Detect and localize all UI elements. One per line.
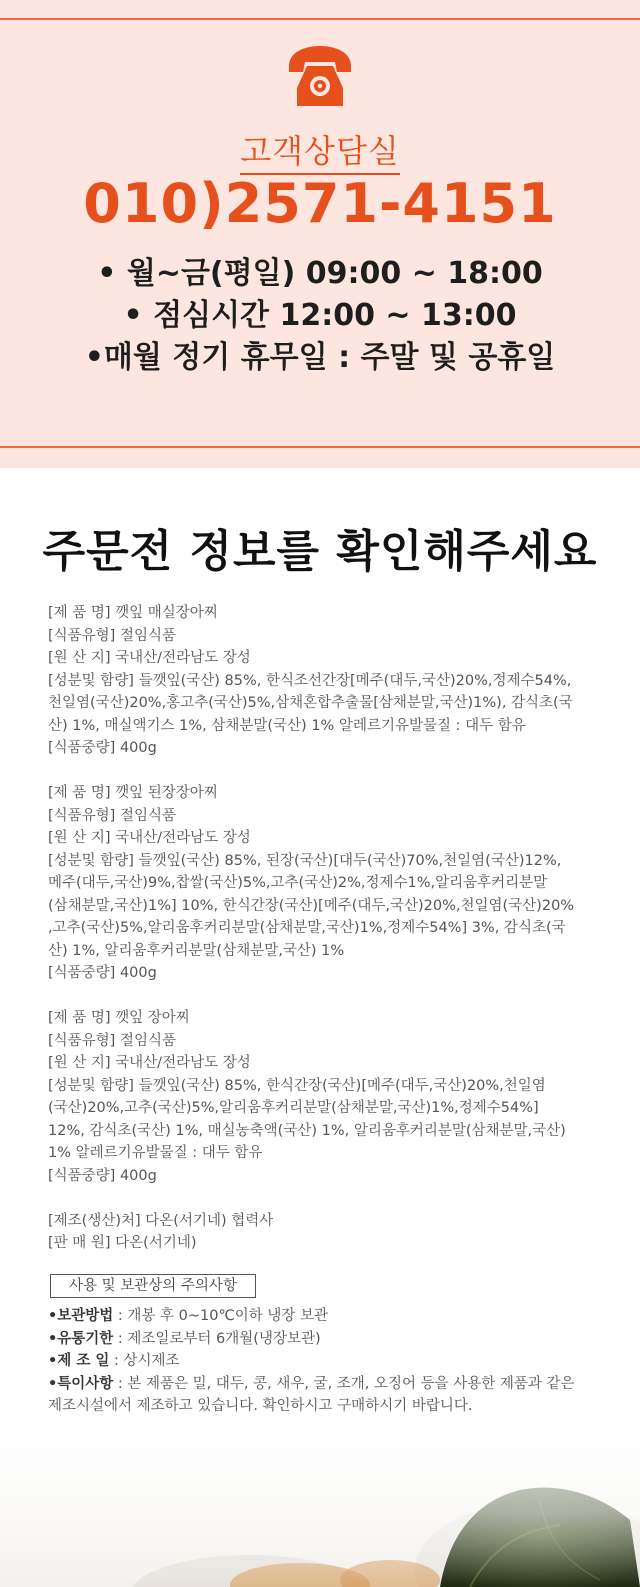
info-line: 산) 1%, 매실액기스 1%, 삼채분말(국산) 1% 알레르기유발물질 : 대두 함유	[48, 717, 526, 734]
caution-notes-continued: 제조시설에서 제조하고 있습니다. 확인하시고 구매하시기 바랍니다.	[48, 1398, 473, 1414]
info-line: [원 산 지] 국내산/전라남도 장성	[48, 650, 251, 666]
manufacturer-line: [제조(생산)처] 다온(서기네) 협력사	[48, 1212, 274, 1229]
info-line: [식품중량] 400g	[48, 740, 157, 756]
caution-label: •특이사항	[48, 1375, 114, 1392]
info-line: [제 품 명] 깻잎 장아찌	[48, 1010, 190, 1026]
info-line: [성분및 함량] 들깻잎(국산) 85%, 한식간장(국산)[메주(대두,국산)20%,천일염	[48, 1077, 546, 1094]
product-info	[48, 602, 608, 1255]
info-line: 산) 1%, 알리움후커리분말(삼채분말,국산) 1%	[48, 942, 345, 959]
info-line: [식품유형] 절임식품	[48, 1032, 176, 1049]
info-line: 메주(대두,국산)9%,찹쌀(국산)5%,고추(국산)2%,정제수1%,알리움후커리분말	[48, 875, 548, 891]
info-line: (삼채분말,국산)1%] 10%, 한식간장(국산)[메주(대두,국산)20%,천일염(국산)20%	[48, 897, 575, 914]
caution-label: •유통기한	[48, 1330, 114, 1347]
product-block-2	[48, 782, 608, 985]
caution-notes	[48, 1373, 608, 1396]
pickled-perilla-photo	[0, 1420, 640, 1587]
product-block-3	[48, 1007, 608, 1187]
customer-service-section	[0, 0, 640, 468]
caution-storage	[48, 1305, 608, 1328]
caution-text: : 제조일로부터 6개월(냉장보관)	[113, 1330, 321, 1347]
seller-line: [판 매 원] 다온(서기네)	[48, 1235, 197, 1251]
info-line: [식품중량] 400g	[48, 965, 157, 981]
business-hours	[0, 253, 640, 379]
info-line: (국산)20%,고추(국산)5%,알리움후커리분말(삼채분말,국산)1%,정제수54%]	[48, 1100, 539, 1116]
caution-expiry	[48, 1328, 608, 1351]
caution-text: : 본 제품은 밀, 대두, 콩, 새우, 굴, 조개, 오징어 등을 사용한 제품과 같은	[113, 1375, 575, 1392]
info-line: 1% 알레르기유발물질 : 대두 함유	[48, 1145, 263, 1161]
bottom-divider	[0, 446, 640, 448]
caution-manufacture-date	[48, 1350, 608, 1373]
customer-service-title: 고객상담실	[0, 126, 640, 172]
info-line: [성분및 함량] 들깻잎(국산) 85%, 한식조선간장[메주(대두,국산)20%,정제수54%,	[48, 672, 572, 689]
caution-text: : 상시제조	[109, 1353, 180, 1369]
hours-lunch: • 점심시간 12:00 ~ 13:00	[123, 298, 517, 333]
info-line: 천일염(국산)20%,홍고추(국산)5%,삼채혼합추출물[삼채분말,국산)1%), 감식초(국	[48, 695, 573, 711]
product-block-1	[48, 602, 608, 760]
hours-holiday: •매월 정기 휴무일 : 주말 및 공휴일	[84, 340, 556, 375]
info-line: [성분및 함량] 들깻잎(국산) 85%, 된장(국산)[대두(국산)70%,천일염(국산)12%,	[48, 852, 562, 869]
info-line: [식품유형] 절임식품	[48, 627, 176, 644]
info-line: ,고추(국산)5%,알리움후커리분말(삼채분말,국산)1%,정제수54%] 3%, 감식초(국	[48, 920, 566, 936]
hours-weekday: • 월~금(평일) 09:00 ~ 18:00	[97, 256, 543, 291]
caution-label: •제 조 일	[48, 1353, 110, 1369]
info-line: [제 품 명] 깻잎 매실장아찌	[48, 605, 218, 621]
caution-label: •보관방법	[48, 1308, 114, 1324]
info-line: [제 품 명] 깻잎 된장장아찌	[48, 785, 218, 801]
page-title: 주문전 정보를 확인해주세요	[42, 526, 598, 577]
info-line: [원 산 지] 국내산/전라남도 장성	[48, 830, 251, 846]
caution-text: : 개봉 후 0~10℃이하 냉장 보관	[113, 1308, 329, 1324]
info-line: [원 산 지] 국내산/전라남도 장성	[48, 1055, 251, 1071]
top-divider	[0, 18, 640, 20]
info-line: 12%, 감식초(국산) 1%, 매실농축액(국산) 1%, 알리움후커리분말(삼채분말,국산)	[48, 1122, 566, 1139]
caution-title-box: 사용 및 보관상의 주의사항	[50, 1274, 256, 1298]
info-line: [식품중량] 400g	[48, 1167, 157, 1184]
info-line: [식품유형] 절임식품	[48, 807, 176, 824]
telephone-icon	[285, 44, 355, 110]
manufacturer-block	[48, 1210, 608, 1255]
phone-number[interactable]: 010)2571-4151	[83, 172, 557, 235]
caution-list	[48, 1305, 608, 1418]
